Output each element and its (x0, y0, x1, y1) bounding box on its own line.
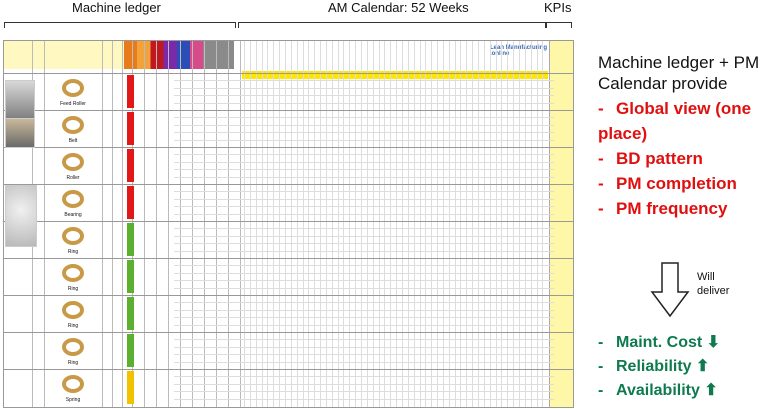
part-name: Ring (67, 360, 79, 366)
task-subrow (174, 302, 554, 303)
task-subrow (174, 199, 554, 200)
part-name: Ring (67, 286, 79, 292)
result-label: Availability (616, 382, 700, 399)
part-name: Roller (66, 175, 80, 181)
task-subrow (174, 162, 554, 163)
task-subrow (174, 88, 554, 89)
results-panel (598, 331, 768, 403)
part-image (62, 338, 84, 356)
task-subrow (174, 80, 554, 81)
criticality-bar (127, 186, 134, 219)
task-subrow (174, 236, 554, 237)
task-subrow (174, 376, 554, 377)
task-subrow (174, 288, 554, 289)
task-subrow (174, 125, 554, 126)
task-subrow (174, 273, 554, 274)
part-image (62, 301, 84, 319)
criticality-bar (127, 75, 134, 108)
task-subrow (174, 243, 554, 244)
machine-ledger-header: Machine ledger (72, 0, 161, 15)
task-subrow (174, 339, 554, 340)
part-image (62, 79, 84, 97)
part-image (62, 153, 84, 171)
task-subrow (174, 347, 554, 348)
criticality-bar (127, 149, 134, 182)
part-name: Feed Roller (60, 101, 86, 107)
task-subrow (174, 280, 554, 281)
part-name: Belt (68, 138, 78, 144)
benefit-item: - PM completion (598, 174, 737, 193)
criticality-bar (127, 260, 134, 293)
part-image (62, 116, 84, 134)
task-subrow (174, 251, 554, 252)
benefit-item: - BD pattern (598, 149, 703, 168)
task-subrow (174, 362, 554, 363)
task-subrow (174, 154, 554, 155)
machine-photo-3 (5, 185, 37, 247)
task-subrow (174, 214, 554, 215)
benefit-label: PM completion (616, 174, 737, 193)
machine-photo-2 (5, 118, 35, 148)
column-color-strip (124, 41, 234, 69)
task-subrow (174, 191, 554, 192)
task-subrow (174, 206, 554, 207)
logo: Lean Manufacturing .online (490, 45, 548, 57)
down-arrow-icon (650, 262, 690, 318)
criticality-bar (127, 297, 134, 330)
benefit-label: Global view (one place) (598, 99, 752, 143)
task-subrow (174, 103, 554, 104)
part-name: Spring (65, 397, 81, 403)
benefit-item: - PM frequency (598, 199, 728, 218)
part-name: Bearing (64, 212, 82, 218)
calendar-brace (238, 22, 546, 28)
task-subrow (174, 95, 554, 96)
task-subrow (174, 228, 554, 229)
part-image (62, 227, 84, 245)
task-subrow (174, 391, 554, 392)
result-label: Maint. Cost (616, 334, 703, 351)
kpis-header: KPIs (544, 0, 572, 15)
task-subrow (174, 140, 554, 141)
up-arrow-icon: ⬆ (704, 382, 718, 399)
task-subrow (174, 132, 554, 133)
part-name: Ring (67, 249, 79, 255)
intro-text: Machine ledger + PM Calendar provide (598, 53, 760, 93)
ledger-brace (4, 22, 236, 28)
result-label: Reliability (616, 358, 692, 375)
benefit-label: PM frequency (616, 199, 728, 218)
task-subrow (174, 177, 554, 178)
will-deliver-text: Will deliver (697, 271, 730, 297)
task-subrow (174, 354, 554, 355)
ledger-spreadsheet[interactable] (3, 40, 574, 408)
task-subrow (174, 169, 554, 170)
task-subrow (174, 317, 554, 318)
benefit-label: BD pattern (616, 149, 703, 168)
result-item: - Maint. Cost ⬇ (598, 334, 721, 351)
task-subrow (174, 117, 554, 118)
benefit-item: - Global view (one place) (598, 99, 752, 143)
task-subrow (174, 310, 554, 311)
criticality-bar (127, 223, 134, 256)
explanation-panel (598, 52, 768, 221)
down-arrow-icon: ⬇ (706, 334, 721, 351)
part-image (62, 375, 84, 393)
criticality-bar (127, 334, 134, 367)
task-subrow (174, 384, 554, 385)
part-name: Ring (67, 323, 79, 329)
criticality-bar (127, 371, 134, 404)
task-subrow (174, 399, 554, 400)
criticality-bar (127, 112, 134, 145)
part-image (62, 264, 84, 282)
am-calendar-header: AM Calendar: 52 Weeks (328, 0, 469, 15)
result-item: - Reliability ⬆ (598, 358, 710, 375)
task-subrow (174, 325, 554, 326)
machine-photo-1 (5, 80, 35, 122)
up-arrow-icon: ⬆ (696, 358, 710, 375)
result-item: - Availability ⬆ (598, 382, 718, 399)
part-image (62, 190, 84, 208)
kpis-brace (546, 22, 572, 28)
task-subrow (174, 265, 554, 266)
